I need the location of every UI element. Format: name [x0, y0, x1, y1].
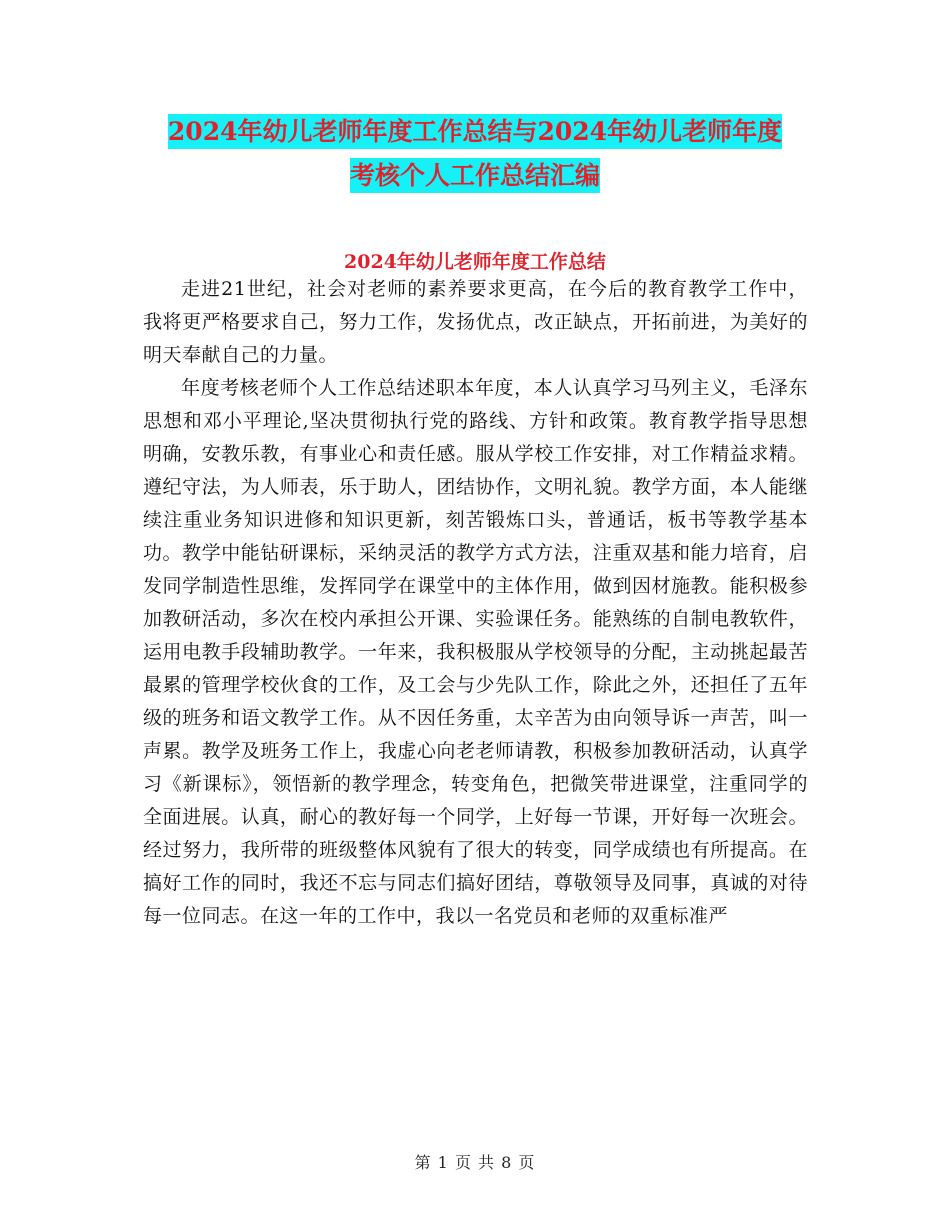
document-body	[143, 273, 808, 933]
document-title-line-1: 2024年幼儿老师年度工作总结与2024年幼儿老师年度	[168, 114, 782, 149]
document-title-line-2: 考核个人工作总结汇编	[350, 158, 600, 193]
paragraph-2: 年度考核老师个人工作总结述职本年度，本人认真学习马列主义，毛泽东思想和邓小平理论,坚决贯彻执行党的路线、方针和政策。教育教学指导思想明确，安教乐教，有事业心和责任感。服从学校工作安排，对工作精益求精。遵纪守法，为人师表，乐于助人，团结协作，文明礼貌。教学方面，本人能继续注重业务知识进修和知识更新，刻苦锻炼口头，普通话，板书等教学基本功。教学中能钻研课标，采纳灵活的教学方式方法，注重双基和能力培育，启发同学制造性思维，发挥同学在课堂中的主体作用，做到因材施教。能积极参加教研活动，多次在校内承担公开课、实验课任务。能熟练的自制电教软件，运用电教手段辅助教学。一年来，我积极服从学校领导的分配，主动挑起最苦最累的管理学校伙食的工作，及工会与少先队工作，除此之外，还担任了五年级的班务和语文教学工作。从不因任务重，太辛苦为由向领导诉一声苦，叫一声累。教学及班务工作上，我虚心向老老师请教，积极参加教研活动，认真学习《新课标》，领悟新的教学理念，转变角色，把微笑带进课堂，注重同学的全面进展。认真，耐心的教好每一个同学，上好每一节课，开好每一次班会。经过努力，我所带的班级整体风貌有了很大的转变，同学成绩也有所提高。在搞好工作的同时，我还不忘与同志们搞好团结，尊敬领导及同事，真诚的对待每一位同志。在这一年的工作中，我以一名党员和老师的双重标准严	[143, 377, 808, 927]
page-number-footer: 第 1 页 共 8 页	[414, 1153, 536, 1172]
document-title	[100, 110, 850, 198]
paragraph-1: 走进21世纪，社会对老师的素养要求更高，在今后的教育教学工作中，我将更严格要求自己，努力工作，发扬优点，改正缺点，开拓前进，为美好的明天奉献自己的力量。	[143, 278, 808, 366]
section-heading: 2024年幼儿老师年度工作总结	[344, 251, 606, 273]
